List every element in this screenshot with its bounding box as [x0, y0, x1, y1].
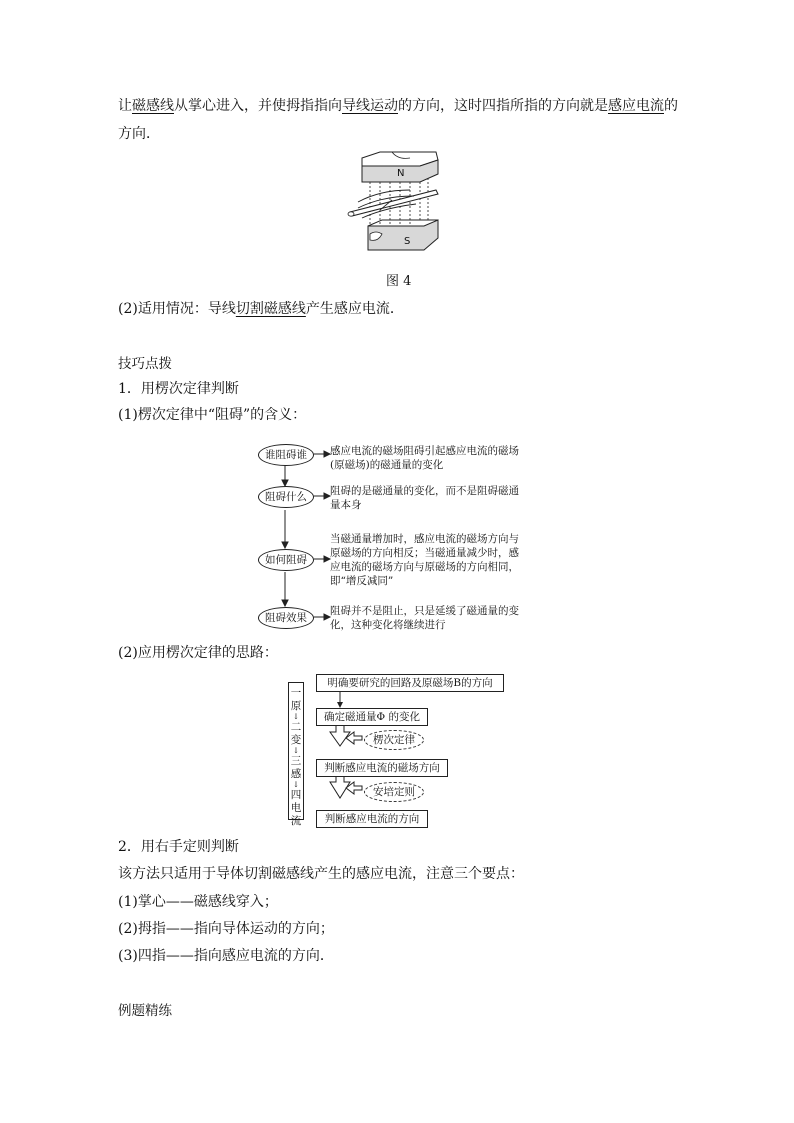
flow-2-step-2: 确定磁通量Φ 的变化 — [316, 708, 428, 726]
examples-heading: 例题精练 — [118, 1003, 172, 1019]
intro-text: 让 — [118, 98, 132, 114]
figure-4-caption: 图 4 — [386, 274, 412, 289]
flow-1-node-how: 如何阻碍 — [258, 549, 314, 571]
intro-line-2: 方向． — [118, 126, 160, 142]
flow-2-step-4: 判断感应电流的方向 — [316, 810, 428, 828]
case-2-prefix: (2)适用情况：导线 — [118, 301, 236, 317]
case-2-line — [118, 299, 404, 319]
term-induced-current: 感应电流 — [608, 98, 664, 114]
flow-1-note-1: 感应电流的磁场阻碍引起感应电流的磁场 (原磁场)的磁通量的变化 — [330, 445, 519, 471]
pole-north-label: N — [397, 168, 405, 179]
flow-2-step-3: 判断感应电流的磁场方向 — [316, 759, 448, 777]
term-magnetic-lines: 磁感线 — [132, 98, 174, 114]
flow-1-note-4: 阻碍并不是阻止，只是延缓了磁通量的变 化，这种变化将继续进行 — [330, 605, 519, 631]
intro-text: 的方向，这时四指所指的方向就是 — [398, 98, 608, 114]
flow-2-tool-ampere: 安培定则 — [364, 782, 424, 802]
section-1-sub-1: (1)楞次定律中“阻碍”的含义： — [118, 407, 307, 423]
flow-1-node-what: 阻碍什么 — [258, 486, 314, 508]
section-2-point-2: (2)拇指——指向导体运动的方向； — [118, 921, 334, 937]
case-2-suffix: 产生感应电流． — [305, 301, 404, 317]
pole-south-label: S — [404, 236, 411, 247]
intro-text: 的 — [664, 98, 678, 114]
intro-text: 从掌心进入，并使拇指指向 — [174, 98, 342, 114]
flow-2-side-label: 一 原 ↓ 二 变 ↓ 三 感 ↓ 四 电 流 — [288, 682, 304, 820]
term-cutting-lines: 切割磁感线 — [235, 301, 306, 317]
flow-1-connectors — [256, 440, 336, 630]
section-2-point-1: (1)掌心——磁感线穿入； — [118, 894, 278, 910]
section-2-point-3: (3)四指——指向感应电流的方向． — [118, 948, 334, 964]
intro-line-1 — [118, 96, 678, 116]
flow-2-step-1: 明确要研究的回路及原磁场B的方向 — [316, 674, 504, 692]
flow-2-tool-lenz: 楞次定律 — [364, 730, 424, 750]
section-1-sub-2: (2)应用楞次定律的思路： — [118, 645, 278, 661]
section-2-intro: 该方法只适用于导体切割磁感线产生的感应电流，注意三个要点： — [118, 866, 524, 882]
term-wire-motion: 导线运动 — [342, 98, 398, 114]
figure-4-magnet-diagram — [340, 150, 450, 268]
flow-1-node-effect: 阻碍效果 — [258, 607, 314, 629]
flow-1-note-2: 阻碍的是磁通量的变化，而不是阻碍磁通 量本身 — [330, 485, 519, 511]
section-2-title: 2．用右手定则判断 — [118, 839, 239, 855]
flow-1-node-who: 谁阻碍谁 — [258, 444, 314, 466]
section-1-title: 1．用楞次定律判断 — [118, 381, 239, 397]
flow-1-note-3: 当磁通量增加时，感应电流的磁场方向与 原磁场的方向相反；当磁通量减少时，感 应电流的磁场方向与原磁场的方向相同， 即“增反减同” — [330, 533, 519, 587]
tips-heading: 技巧点拨 — [118, 356, 172, 372]
